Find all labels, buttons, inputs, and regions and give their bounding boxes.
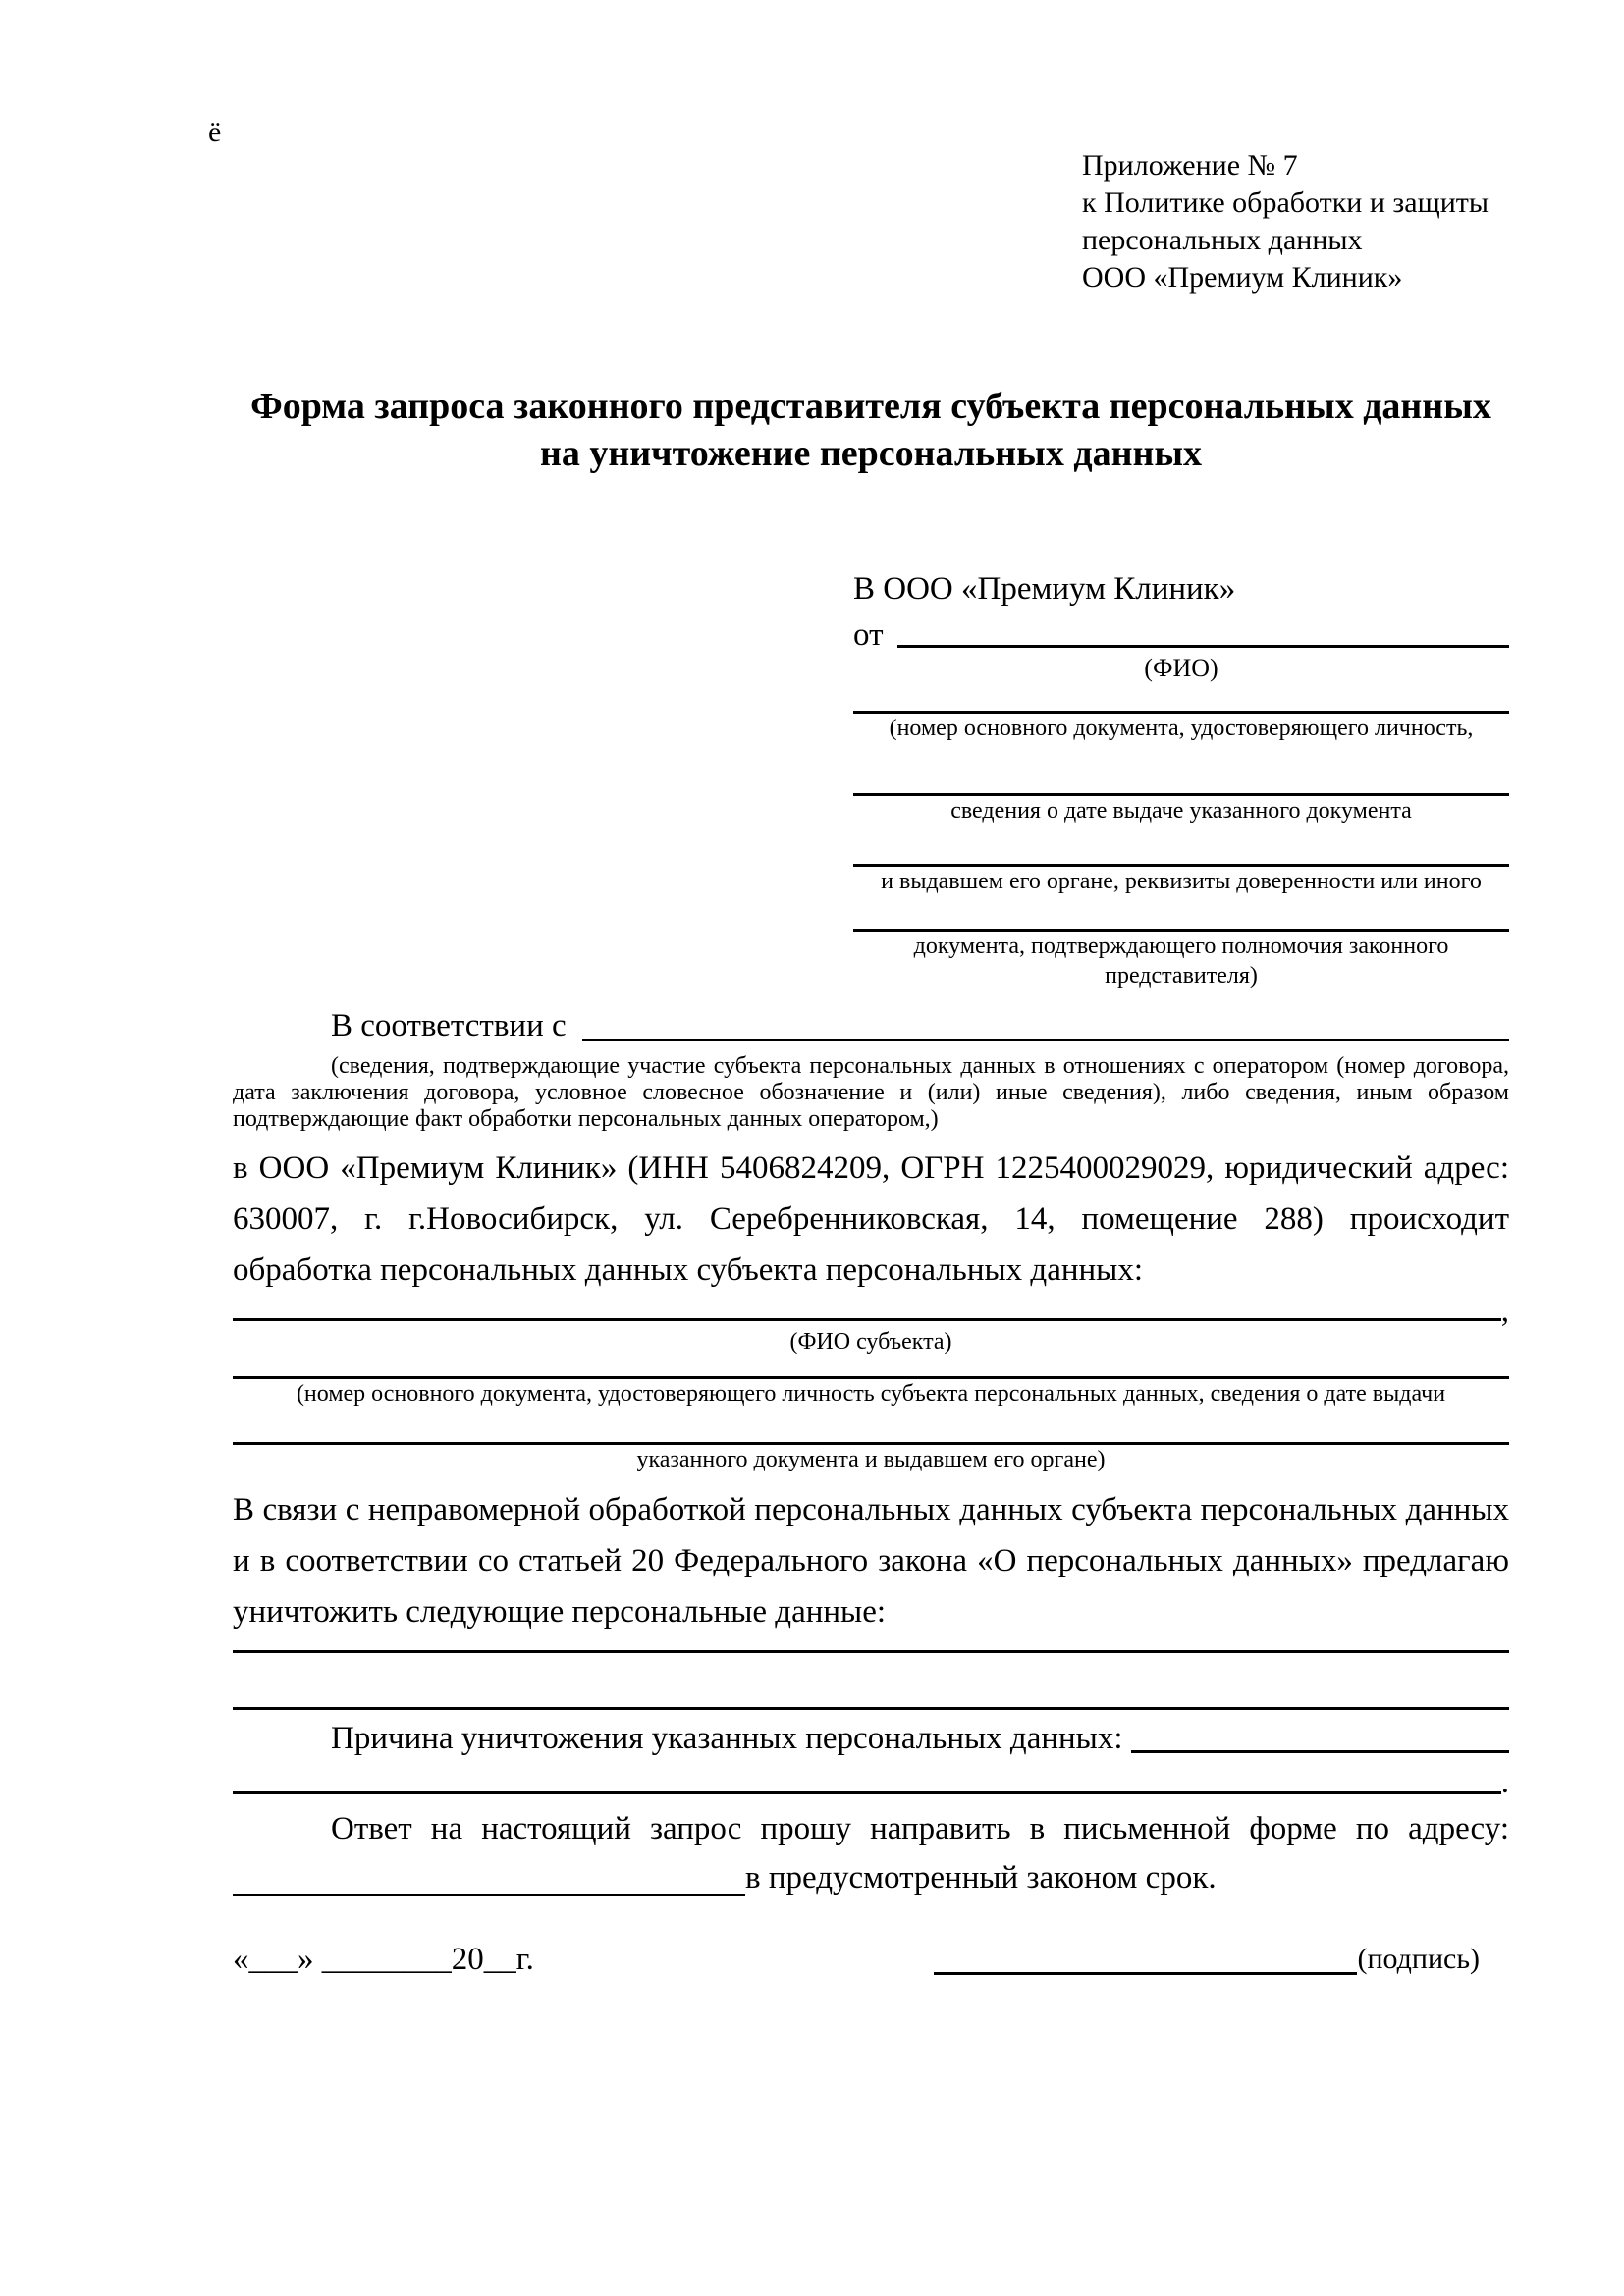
personal-data-blank-line-2 bbox=[233, 1704, 1509, 1710]
according-blank-line bbox=[582, 1039, 1509, 1041]
subject-fio-caption: (ФИО субъекта) bbox=[789, 1329, 952, 1355]
according-row bbox=[233, 1004, 1509, 1047]
request-paragraph: В связи с неправомерной обработкой персональных данных субъекта персональных данных и в соответствии со статьей 20 Федерального закона «О персональных данных» предлагаю уничтожить следующие персональные данные: bbox=[233, 1492, 1509, 1629]
reason-period: . bbox=[1500, 1765, 1509, 1800]
subject-document-caption-line2: указанного документа и выдавшем его органе) bbox=[636, 1447, 1106, 1472]
document-number-blank-line bbox=[853, 691, 1509, 714]
from-row bbox=[853, 611, 1509, 654]
appendix-header-line-3: персональных данных bbox=[1082, 224, 1363, 256]
subject-document-caption-line1: (номер основного документа, удостоверяющего личность субъекта персональных данных, сведения о дате выдачи bbox=[296, 1381, 1446, 1407]
issuing-authority-blank-line bbox=[853, 837, 1509, 867]
page-title bbox=[233, 383, 1509, 477]
signature-group bbox=[934, 1938, 1480, 1981]
authority-document-caption: документа, подтверждающего полномочия законного представителя) bbox=[913, 934, 1449, 988]
page-title-line1: Форма запроса законного представителя субъекта персональных данных bbox=[250, 386, 1491, 427]
appendix-header-line-4: ООО «Премиум Клиник» bbox=[1082, 261, 1403, 294]
subject-fio-comma: , bbox=[1500, 1294, 1509, 1329]
page-title-line2: на уничтожение персональных данных bbox=[539, 433, 1203, 474]
issue-date-caption: сведения о дате выдаче указанного документа bbox=[950, 798, 1412, 824]
body-block bbox=[233, 1004, 1509, 1902]
subject-document-blank-line-2 bbox=[233, 1418, 1509, 1445]
appendix-header-line-2: к Политике обработки и защиты bbox=[1082, 187, 1489, 219]
subject-fio-blank-line bbox=[233, 1318, 1501, 1321]
signature-blank-line bbox=[934, 1972, 1357, 1975]
reason-blank-line bbox=[1131, 1750, 1509, 1753]
reason-blank-line-2 bbox=[233, 1791, 1501, 1794]
subject-document-blank-line-1 bbox=[233, 1357, 1509, 1379]
stray-char: ё bbox=[208, 116, 222, 148]
reason-label: Причина уничтожения указанных персональных данных: bbox=[331, 1721, 1123, 1756]
answer-address-row bbox=[233, 1853, 1509, 1902]
footer-row bbox=[233, 1938, 1509, 1981]
document-number-caption: (номер основного документа, удостоверяющего личность, bbox=[889, 716, 1474, 741]
issuing-authority-caption: и выдавшем его органе, реквизиты доверенности или иного bbox=[881, 869, 1482, 894]
representative-fio-blank-line bbox=[897, 645, 1510, 648]
address-blank-line bbox=[233, 1894, 745, 1896]
fio-caption: (ФИО) bbox=[1144, 654, 1218, 682]
date-blank: «___» ________20__г. bbox=[233, 1942, 534, 1977]
signature-caption: (подпись) bbox=[1357, 1943, 1480, 1975]
appendix-header-line-1: Приложение № 7 bbox=[1082, 149, 1298, 182]
answer-sentence: Ответ на настоящий запрос прошу направить в письменной форме по адресу: bbox=[331, 1811, 1509, 1846]
subject-fio-row bbox=[233, 1296, 1509, 1327]
authority-document-blank-line bbox=[853, 902, 1509, 932]
from-label: от bbox=[853, 617, 884, 653]
answer-tail: в предусмотренный законом срок. bbox=[745, 1860, 1217, 1896]
reason-row bbox=[233, 1718, 1509, 1759]
according-caption: (сведения, подтверждающие участие субъекта персональных данных в отношениях с оператором (номер договора, дата заключения договора, условное словесное обозначение и (или) иные сведения), либо сведения, иным образом подтверждающие факт обработки персональных данных оператором,) bbox=[233, 1053, 1509, 1132]
according-label: В соответствии с bbox=[331, 1008, 567, 1043]
issue-date-blank-line bbox=[853, 767, 1509, 796]
reason-continuation-row bbox=[233, 1765, 1509, 1800]
appendix-header bbox=[1082, 0, 1509, 296]
addressee-organization: В ООО «Премиум Клиник» bbox=[853, 571, 1236, 607]
personal-data-blank-line-1 bbox=[233, 1647, 1509, 1653]
addressee-block bbox=[853, 567, 1509, 990]
operator-paragraph: в ООО «Премиум Клиник» (ИНН 5406824209, ОГРН 1225400029029, юридический адрес: 630007, г. г.Новосибирск, ул. Серебренниковская, 14, помещение 288) происходит обработка персональных данных субъекта персональных данных: bbox=[233, 1150, 1509, 1288]
